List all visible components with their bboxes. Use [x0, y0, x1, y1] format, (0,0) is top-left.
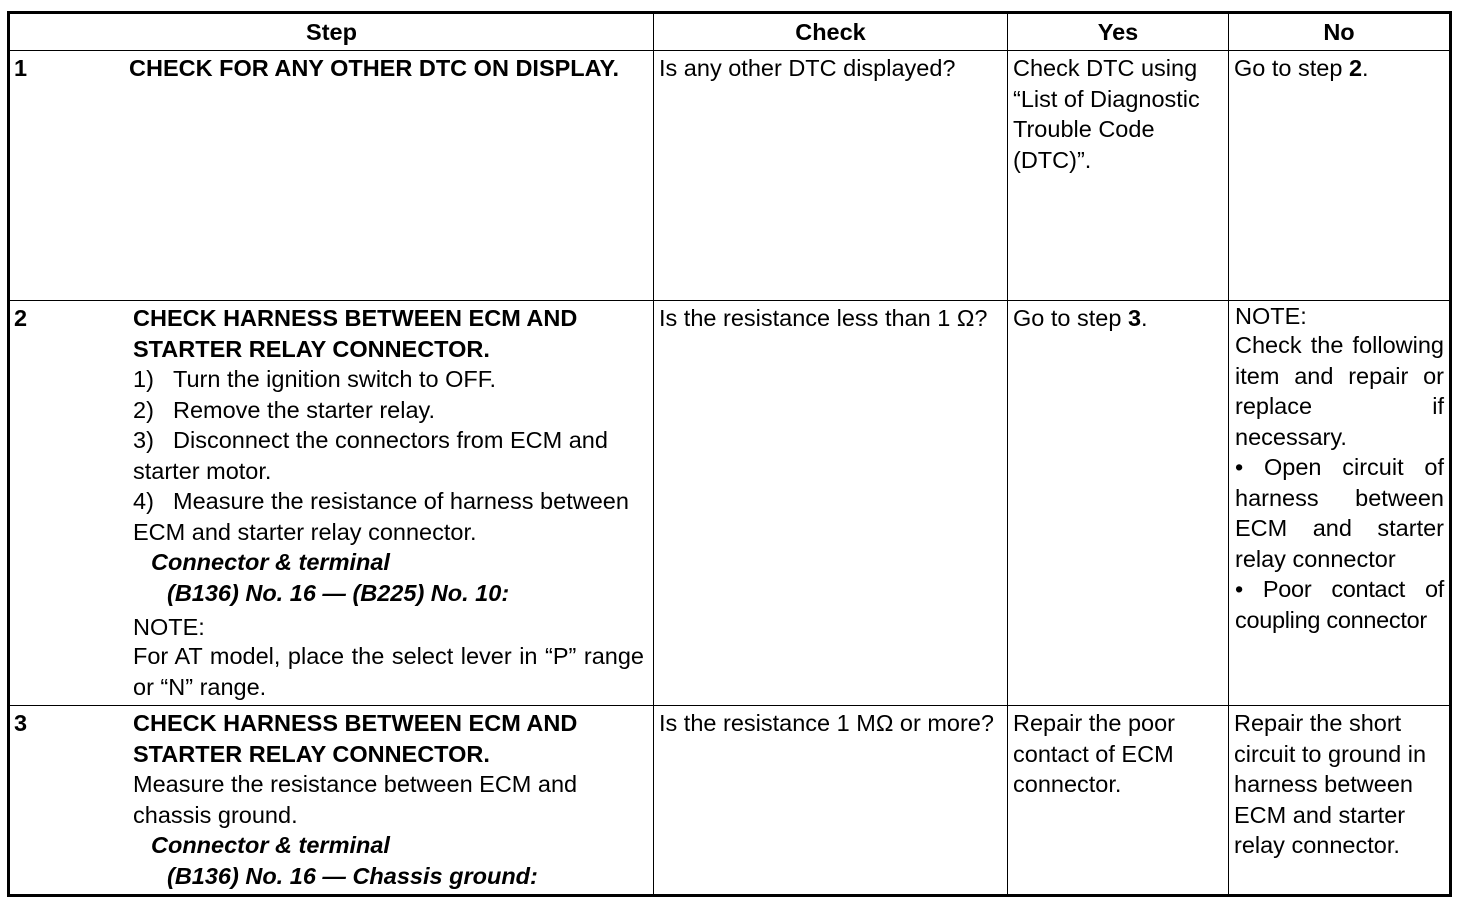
procedure-text: Disconnect the connectors from ECM and starter motor.: [133, 427, 608, 484]
step-number: 1: [14, 55, 28, 81]
step-number: 3: [14, 710, 28, 736]
step-title: CHECK HARNESS BETWEEN ECM AND STARTER RELAY CONNECTOR.: [133, 305, 578, 362]
no-cell: [1229, 51, 1451, 301]
yes-cell: [1008, 301, 1229, 706]
procedure-step: [133, 364, 644, 395]
step-title: CHECK FOR ANY OTHER DTC ON DISPLAY.: [129, 55, 620, 81]
procedure-text: Turn the ignition switch to OFF.: [173, 366, 497, 392]
connector-value: (B136) No. 16 — Chassis ground:: [167, 862, 538, 889]
step-cell: [9, 301, 654, 706]
bullet-item: • Open circuit of harness between ECM and starter relay connector: [1235, 454, 1444, 572]
check-cell: Is any other DTC displayed?: [654, 51, 1008, 301]
note-label: NOTE:: [1235, 303, 1307, 329]
procedure-step: [133, 395, 644, 426]
yes-cell: Repair the poor contact of ECM connector.: [1008, 706, 1229, 896]
step-title: CHECK HARNESS BETWEEN ECM AND STARTER RELAY CONNECTOR.: [133, 710, 578, 767]
procedure-step: [133, 425, 644, 486]
step-ref: 3: [1127, 305, 1142, 331]
no-cell: Repair the short circuit to ground in harness between ECM and starter relay connector.: [1229, 706, 1451, 896]
header-row: [9, 13, 1451, 51]
procedure-step: [133, 486, 644, 547]
procedure-text: Remove the starter relay.: [173, 396, 436, 423]
step-cell: [9, 706, 654, 896]
no-text: Go to step: [1234, 55, 1349, 81]
step-text: Measure the resistance between ECM and chassis ground.: [133, 771, 578, 828]
header-no: No: [1229, 13, 1451, 51]
note-text: For AT model, place the select lever in “P” range or “N” range.: [133, 643, 644, 700]
table-row: [9, 301, 1451, 706]
yes-text: Go to step: [1013, 305, 1128, 331]
step-cell: [9, 51, 654, 301]
note-label: NOTE:: [133, 614, 205, 640]
procedure-number: 1): [133, 366, 154, 392]
table-row: [9, 51, 1451, 301]
procedure-text: Measure the resistance of harness between ECM and starter relay connector.: [133, 488, 629, 545]
yes-suffix: .: [1141, 305, 1148, 331]
step-number: 2: [14, 305, 28, 331]
step-ref: 2: [1348, 55, 1363, 81]
check-cell: Is the resistance 1 MΩ or more?: [654, 706, 1008, 896]
bullet-item: • Poor contact of coupling connector: [1235, 576, 1444, 633]
procedure-number: 4): [133, 488, 154, 514]
header-step: Step: [9, 13, 654, 51]
diagnostic-table: [7, 11, 1452, 897]
no-cell: [1229, 301, 1451, 706]
table-row: [9, 706, 1451, 896]
procedure-number: 3): [133, 427, 154, 453]
yes-cell: Check DTC using “List of Diagnostic Trouble Code (DTC)”.: [1008, 51, 1229, 301]
connector-label: Connector & terminal: [151, 832, 390, 858]
header-check: Check: [654, 13, 1008, 51]
check-cell: Is the resistance less than 1 Ω?: [654, 301, 1008, 706]
procedure-number: 2): [133, 396, 154, 423]
connector-value: (B136) No. 16 — (B225) No. 10:: [167, 579, 510, 606]
no-suffix: .: [1362, 55, 1369, 81]
header-yes: Yes: [1008, 13, 1229, 51]
no-text: Check the following item and repair or replace if necessary.: [1235, 332, 1444, 450]
connector-label: Connector & terminal: [151, 549, 390, 575]
